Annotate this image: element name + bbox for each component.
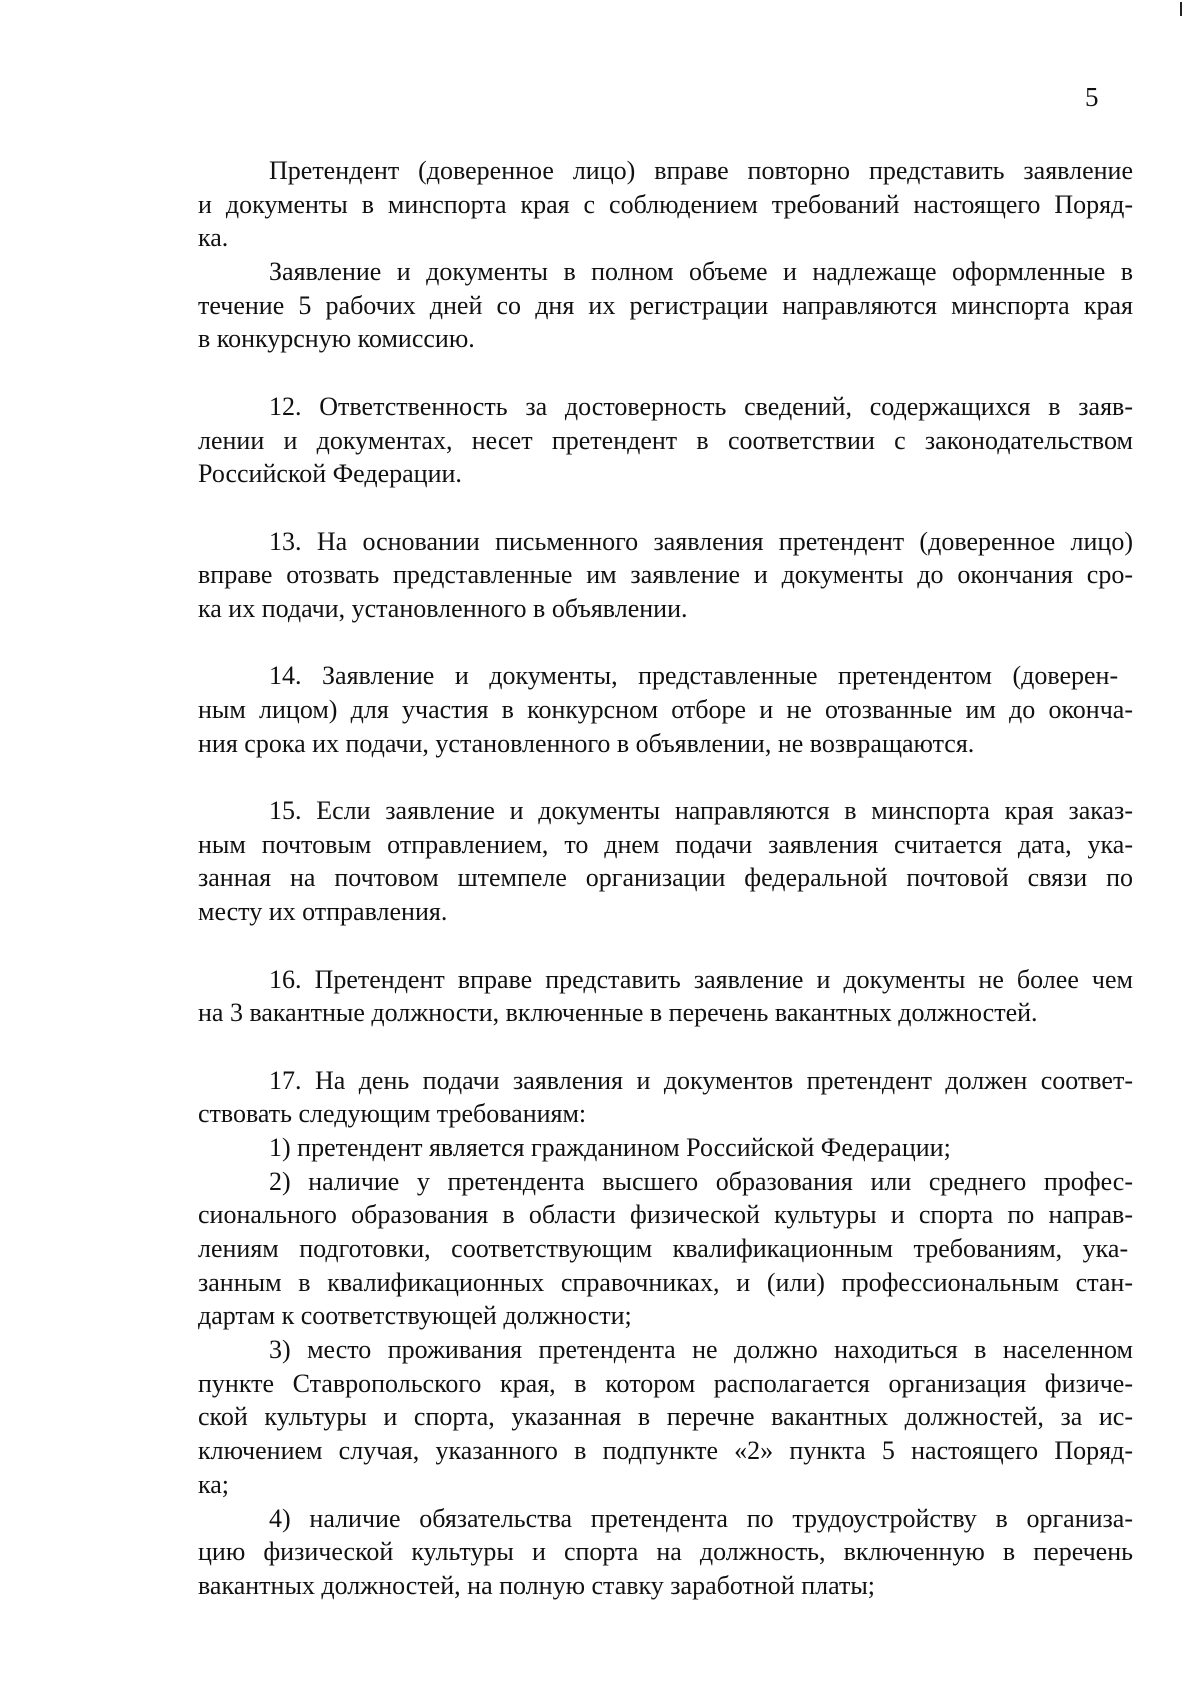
text-line: дартам к соответствующей должности; xyxy=(198,1301,632,1331)
scan-mark xyxy=(1180,2,1182,16)
paragraph-spacer xyxy=(198,626,1133,660)
text-line: сионального образования в области физической культуры и спорта по направ- xyxy=(198,1200,1133,1230)
text-line: 3) место проживания претендента не должно находиться в населенном xyxy=(269,1335,1133,1365)
text-line: Заявление и документы в полном объеме и надлежаще оформленные в xyxy=(269,257,1133,287)
text-line: пункте Ставропольского края, в котором располагается организация физиче- xyxy=(198,1368,1133,1398)
text-line: течение 5 рабочих дней со дня их регистрации направляются минспорта края xyxy=(198,290,1133,320)
text-line: 12. Ответственность за достоверность сведений, содержащихся в заяв- xyxy=(269,391,1133,421)
text-line: ным почтовым отправлением, то днем подачи заявления считается дата, ука- xyxy=(198,829,1133,859)
text-line: на 3 вакантные должности, включенные в перечень вакантных должностей. xyxy=(198,998,1038,1028)
text-line: занным в квалификационных справочниках, и (или) профессиональным стан- xyxy=(198,1267,1133,1297)
text-line: 1) претендент является гражданином Российской Федерации; xyxy=(269,1132,951,1162)
text-line: ния срока их подачи, установленного в объявлении, не возвращаются. xyxy=(198,728,975,758)
text-line: 2) наличие у претендента высшего образования или среднего профес- xyxy=(269,1166,1133,1196)
paragraph-spacer xyxy=(198,491,1133,525)
text-line: ской культуры и спорта, указанная в перечне вакантных должностей, за ис- xyxy=(198,1402,1133,1432)
text-line: занная на почтовом штемпеле организации федеральной почтовой связи по xyxy=(198,863,1133,893)
paragraph-spacer xyxy=(198,356,1133,390)
paragraph-spacer xyxy=(198,929,1133,963)
text-line: 17. На день подачи заявления и документов претендент должен соответ- xyxy=(269,1065,1133,1095)
text-line: ным лицом) для участия в конкурсном отборе и не отозванные им до оконча- xyxy=(198,695,1133,724)
text-line: вправе отозвать представленные им заявление и документы до окончания сро- xyxy=(198,560,1133,590)
text-line: 14. Заявление и документы, представленные претендентом (доверен- xyxy=(269,661,1119,691)
text-line: Российской Федерации. xyxy=(198,459,462,489)
text-line: ка. xyxy=(198,223,229,253)
text-line: вакантных должностей, на полную ставку заработной платы; xyxy=(198,1570,876,1600)
text-line: месту их отправления. xyxy=(198,897,448,927)
text-line: и документы в минспорта края с соблюдением требований настоящего Поряд- xyxy=(198,189,1133,219)
text-line: в конкурсную комиссию. xyxy=(198,324,475,354)
text-line: 15. Если заявление и документы направляются в минспорта края заказ- xyxy=(269,796,1133,826)
page-number: 5 xyxy=(1085,82,1099,112)
text-line: лении и документах, несет претендент в соответствии с законодательством xyxy=(198,425,1133,455)
text-line: цию физической культуры и спорта на должность, включенную в перечень xyxy=(198,1537,1133,1567)
text-line: ствовать следующим требованиям: xyxy=(198,1099,587,1129)
text-line: 16. Претендент вправе представить заявление и документы не более чем xyxy=(269,964,1133,994)
text-line: ка их подачи, установленного в объявлении. xyxy=(198,593,688,623)
text-line: ка; xyxy=(198,1469,230,1499)
text-line: Претендент (доверенное лицо) вправе повторно представить заявление xyxy=(269,156,1133,185)
text-line: 13. На основании письменного заявления претендент (доверенное лицо) xyxy=(269,526,1133,556)
document-body xyxy=(198,154,1133,1603)
text-line: лениям подготовки, соответствующим квалификационным требованиям, ука- xyxy=(198,1234,1129,1263)
paragraph-spacer xyxy=(198,760,1133,794)
text-line: 4) наличие обязательства претендента по трудоустройству в организа- xyxy=(269,1503,1133,1533)
text-line: ключением случая, указанного в подпункте «2» пункта 5 настоящего Поряд- xyxy=(198,1436,1133,1466)
paragraph-spacer xyxy=(198,1030,1133,1064)
